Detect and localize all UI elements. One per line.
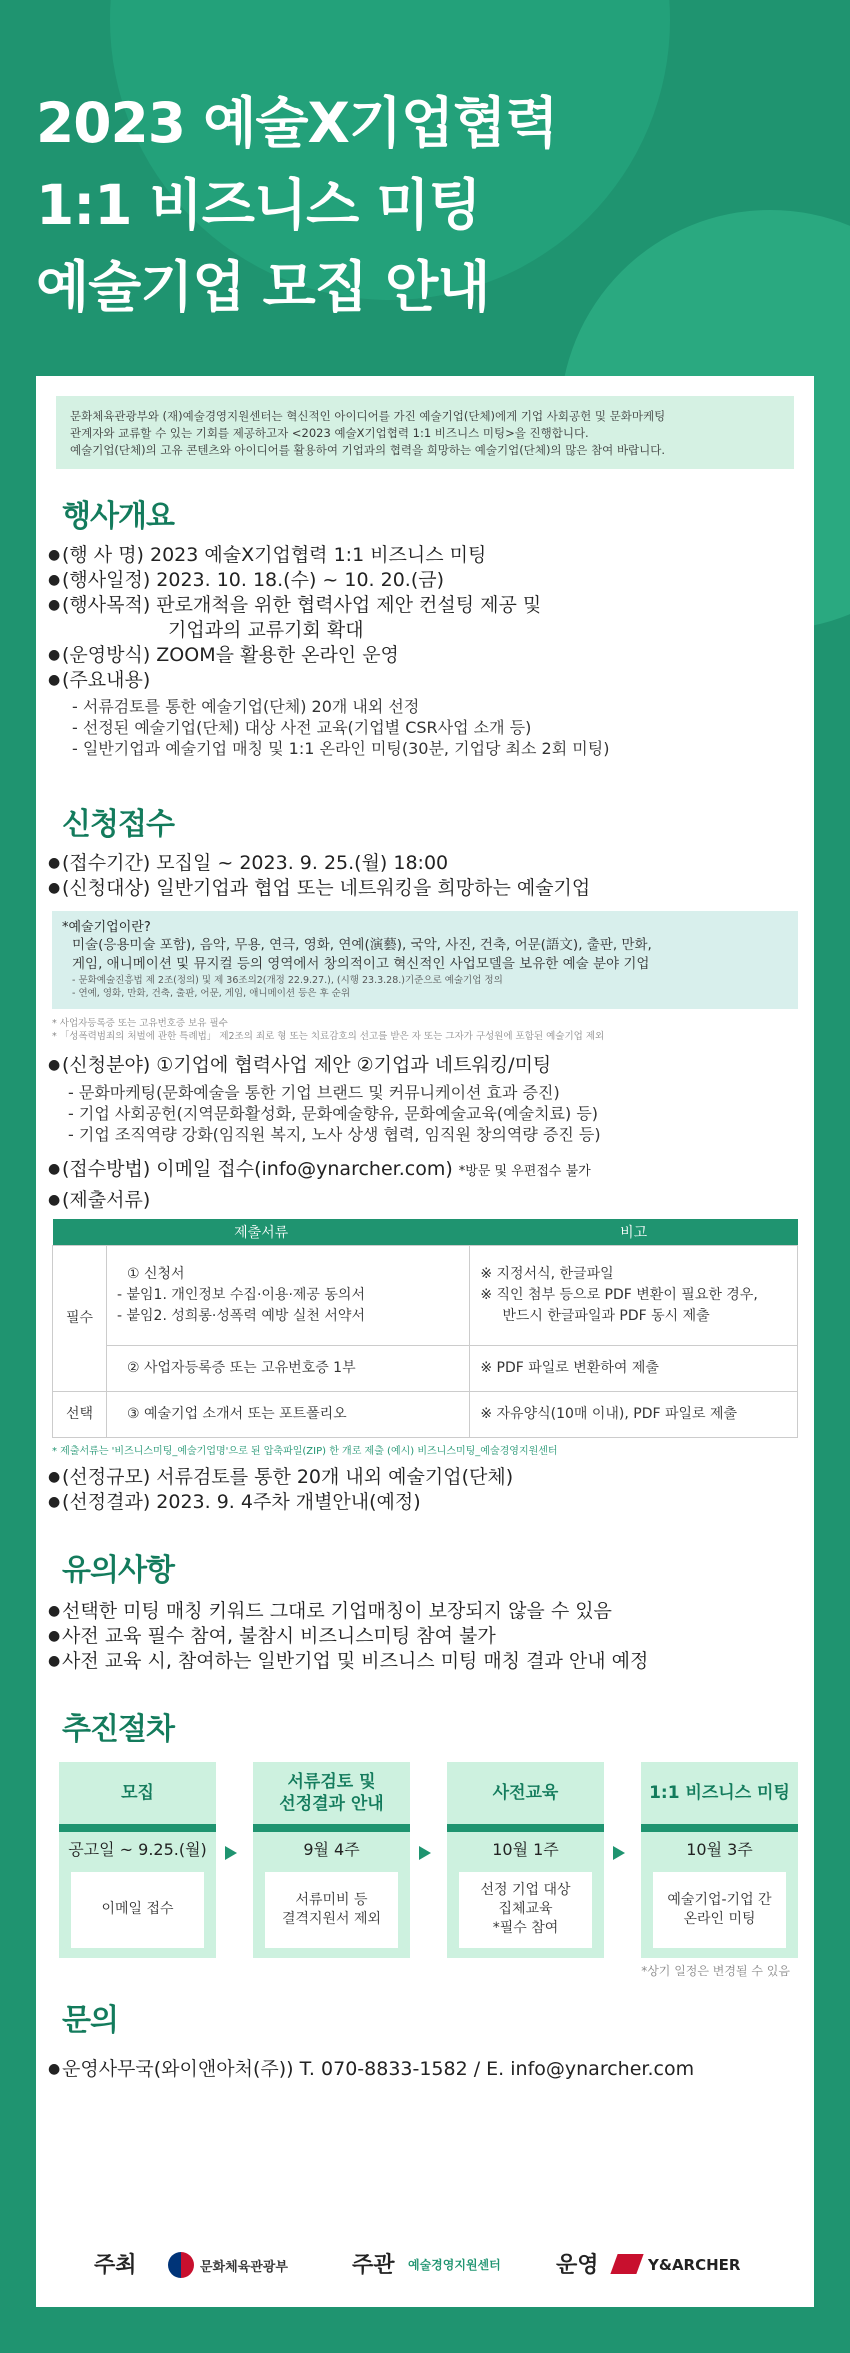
step-date: 10월 3주 xyxy=(686,1840,753,1859)
note-text: - 연예, 영화, 만화, 건축, 출판, 어문, 게임, 애니메이션 등은 후 순위 xyxy=(72,988,351,999)
step-title: 1:1 비즈니스 미팅 xyxy=(649,1782,790,1803)
step-body: 선정 기업 대상 집체교육 *필수 참여 xyxy=(459,1872,592,1948)
hero-title xyxy=(36,82,796,328)
sub-item: - 기업 조직역량 강화(임직원 복지, 노사 상생 협력, 임직원 창의역량 증진 등) xyxy=(68,1125,601,1144)
korea-emblem-icon xyxy=(168,2252,194,2278)
step-date: 9월 4주 xyxy=(303,1840,360,1859)
footnote: * 사업자등록증 또는 고유번호증 보유 필수 xyxy=(52,1018,228,1029)
intro-text: 관계자와 교류할 수 있는 기회를 제공하고자 <2023 예술X기업협력 1:1 비즈니스 미팅>을 진행합니다. xyxy=(70,426,589,440)
arrow-right-icon xyxy=(419,1846,431,1860)
table-cell: 선택 xyxy=(53,1391,107,1437)
step-body: 서류미비 등 결격지원서 제외 xyxy=(265,1872,398,1948)
operator-label: 운영 xyxy=(556,2253,599,2278)
list-item: 기업과의 교류기회 확대 xyxy=(168,619,364,641)
footnote: * 「성폭력범죄의 처벌에 관한 특례법」 제2조의 죄로 형 또는 치료감호의 선고를 받은 자 또는 그자가 구성원에 포함된 예술기업 제외 xyxy=(52,1031,605,1042)
step-body: 예술기업-기업 간 온라인 미팅 xyxy=(653,1872,786,1948)
arrow-right-icon xyxy=(613,1846,625,1860)
table-row xyxy=(53,1345,798,1391)
table-row xyxy=(53,1391,798,1437)
arrow-right-icon xyxy=(225,1846,237,1860)
list-item: ●(접수방법) 이메일 접수(info@ynarcher.com) *방문 및 우편접수 불가 xyxy=(48,1158,591,1180)
list-item: ●사전 교육 필수 참여, 불참시 비즈니스미팅 참여 불가 xyxy=(48,1624,496,1647)
table-row xyxy=(53,1245,798,1345)
list-item: ●(선정결과) 2023. 9. 4주차 개별안내(예정) xyxy=(48,1490,421,1513)
hero-title-line: 예술기업 모집 안내 xyxy=(36,255,490,319)
list-item: ●(선정규모) 서류검토를 통한 20개 내외 예술기업(단체) xyxy=(48,1465,514,1488)
hero-title-line: 2023 예술X기업협력 xyxy=(36,91,558,155)
table-cell: ② 사업자등록증 또는 고유번호증 1부 xyxy=(107,1345,470,1391)
step-date: 10월 1주 xyxy=(492,1840,559,1859)
process-note: *상기 일정은 변경될 수 있음 xyxy=(641,1963,790,1978)
note-text: - 문화예술진흥법 제 2조(정의) 및 제 36조의2(개정 22.9.27.), (시행 23.3.28.)기준으로 예술기업 정의 xyxy=(72,975,503,986)
note-box xyxy=(52,911,798,1009)
list-item: ●사전 교육 시, 참여하는 일반기업 및 비즈니스 미팅 매칭 결과 안내 예정 xyxy=(48,1649,649,1672)
table-header: 제출서류 xyxy=(53,1219,470,1245)
step-title: 사전교육 xyxy=(492,1782,559,1803)
organizer-label: 주관 xyxy=(352,2253,395,2278)
section-title-contact: 문의 xyxy=(62,2002,118,2038)
section-title-caution: 유의사항 xyxy=(62,1552,174,1588)
sub-item: - 서류검토를 통한 예술기업(단체) 20개 내외 선정 xyxy=(72,697,420,716)
section-title-process: 추진절차 xyxy=(62,1711,174,1747)
content-panel xyxy=(36,376,814,2307)
intro-box xyxy=(56,396,794,469)
section-title-apply: 신청접수 xyxy=(62,807,174,842)
step-date: 공고일 ~ 9.25.(월) xyxy=(68,1840,207,1859)
intro-text: 예술기업(단체)의 고유 콘텐츠와 아이디어를 활용하여 기업과의 협력을 희망하는 예술기업(단체)의 많은 참여 바랍니다. xyxy=(70,443,666,457)
list-item: ●(행사일정) 2023. 10. 18.(수) ~ 10. 20.(금) xyxy=(48,569,445,591)
list-item: ●선택한 미팅 매칭 키워드 그대로 기업매칭이 보장되지 않을 수 있음 xyxy=(48,1599,612,1622)
step-title: 서류검토 및 선정결과 안내 xyxy=(279,1771,384,1814)
table-cell: ③ 예술기업 소개서 또는 포트폴리오 xyxy=(107,1391,470,1437)
operator-name: Y&ARCHER xyxy=(648,2256,741,2274)
method-note: *방문 및 우편접수 불가 xyxy=(458,1164,591,1179)
list-item: ●(제출서류) xyxy=(48,1189,151,1211)
host-name: 문화체육관광부 xyxy=(200,2260,288,2275)
note-title: *예술기업이란? xyxy=(62,920,151,935)
process-step xyxy=(641,1762,798,1958)
documents-table xyxy=(52,1219,798,1438)
list-item: ●(행사목적) 판로개척을 위한 협력사업 제안 컨설팅 제공 및 xyxy=(48,594,542,616)
host-label: 주최 xyxy=(94,2253,137,2278)
sub-item: - 일반기업과 예술기업 매칭 및 1:1 온라인 미팅(30분, 기업당 최소 2회 미팅) xyxy=(72,739,610,758)
contact-item: ●운영사무국(와이앤아처(주)) T. 070-8833-1582 / E. info@ynarcher.com xyxy=(48,2057,695,2080)
organizer-logo: 예술경영지원센터 xyxy=(408,2258,501,2272)
hero-title-line: 1:1 비즈니스 미팅 xyxy=(36,173,481,237)
step-title: 모집 xyxy=(121,1782,154,1803)
process-step xyxy=(447,1762,604,1958)
table-header: 비고 xyxy=(470,1219,798,1245)
process-step xyxy=(59,1762,216,1958)
table-cell: ※ 지정서식, 한글파일 ※ 직인 첨부 등으로 PDF 변환이 필요한 경우, 반드시 한글파일과 PDF 동시 제출 xyxy=(470,1245,798,1345)
list-item: ●(신청분야) ①기업에 협력사업 제안 ②기업과 네트워킹/미팅 xyxy=(48,1054,552,1076)
process-steps xyxy=(59,1762,799,1962)
list-item: ●(주요내용) xyxy=(48,669,151,691)
list-item: ●(행 사 명) 2023 예술X기업협력 1:1 비즈니스 미팅 xyxy=(48,544,487,566)
sub-item: - 문화마케팅(문화예술을 통한 기업 브랜드 및 커뮤니케이션 효과 증진) xyxy=(68,1083,560,1102)
sub-item: - 선정된 예술기업(단체) 대상 사전 교육(기업별 CSR사업 소개 등) xyxy=(72,718,532,737)
table-cell: ※ 자유양식(10매 이내), PDF 파일로 제출 xyxy=(470,1391,798,1437)
step-body: 이메일 접수 xyxy=(71,1872,204,1948)
table-cell: ① 신청서 - 붙임1. 개인정보 수집·이용·제공 동의서 - 붙임2. 성희롱·성폭력 예방 실천 서약서 xyxy=(107,1245,470,1345)
list-item: ●(신청대상) 일반기업과 협업 또는 네트워킹을 희망하는 예술기업 xyxy=(48,877,591,899)
list-item: ●(접수기간) 모집일 ~ 2023. 9. 25.(월) 18:00 xyxy=(48,852,449,874)
footer-logos xyxy=(36,2242,814,2282)
note-text: 미술(응용미술 포함), 음악, 무용, 연극, 영화, 연예(演藝), 국악, 사진, 건축, 어문(語文), 출판, 만화, xyxy=(72,937,652,953)
note-text: 게임, 애니메이션 및 뮤지컬 등의 영역에서 창의적이고 혁신적인 사업모델을 보유한 예술 분야 기업 xyxy=(72,956,650,972)
table-cell: ※ PDF 파일로 변환하여 제출 xyxy=(470,1345,798,1391)
section-title-overview: 행사개요 xyxy=(62,499,174,534)
process-step xyxy=(253,1762,410,1958)
list-item: ●(운영방식) ZOOM을 활용한 온라인 운영 xyxy=(48,644,399,666)
intro-text: 문화체육관광부와 (재)예술경영지원센터는 혁신적인 아이디어를 가진 예술기업(단체)에게 기업 사회공헌 및 문화마케팅 xyxy=(70,409,666,423)
table-cell: 필수 xyxy=(53,1245,107,1391)
yarcher-logo-icon xyxy=(610,2254,643,2274)
table-note: * 제출서류는 '비즈니스미팅_예술기업명'으로 된 압축파일(ZIP) 한 개로 제출 (예시) 비즈니스미팅_예술경영지원센터 xyxy=(52,1445,558,1457)
sub-item: - 기업 사회공헌(지역문화활성화, 문화예술향유, 문화예술교육(예술치료) 등) xyxy=(68,1104,599,1123)
